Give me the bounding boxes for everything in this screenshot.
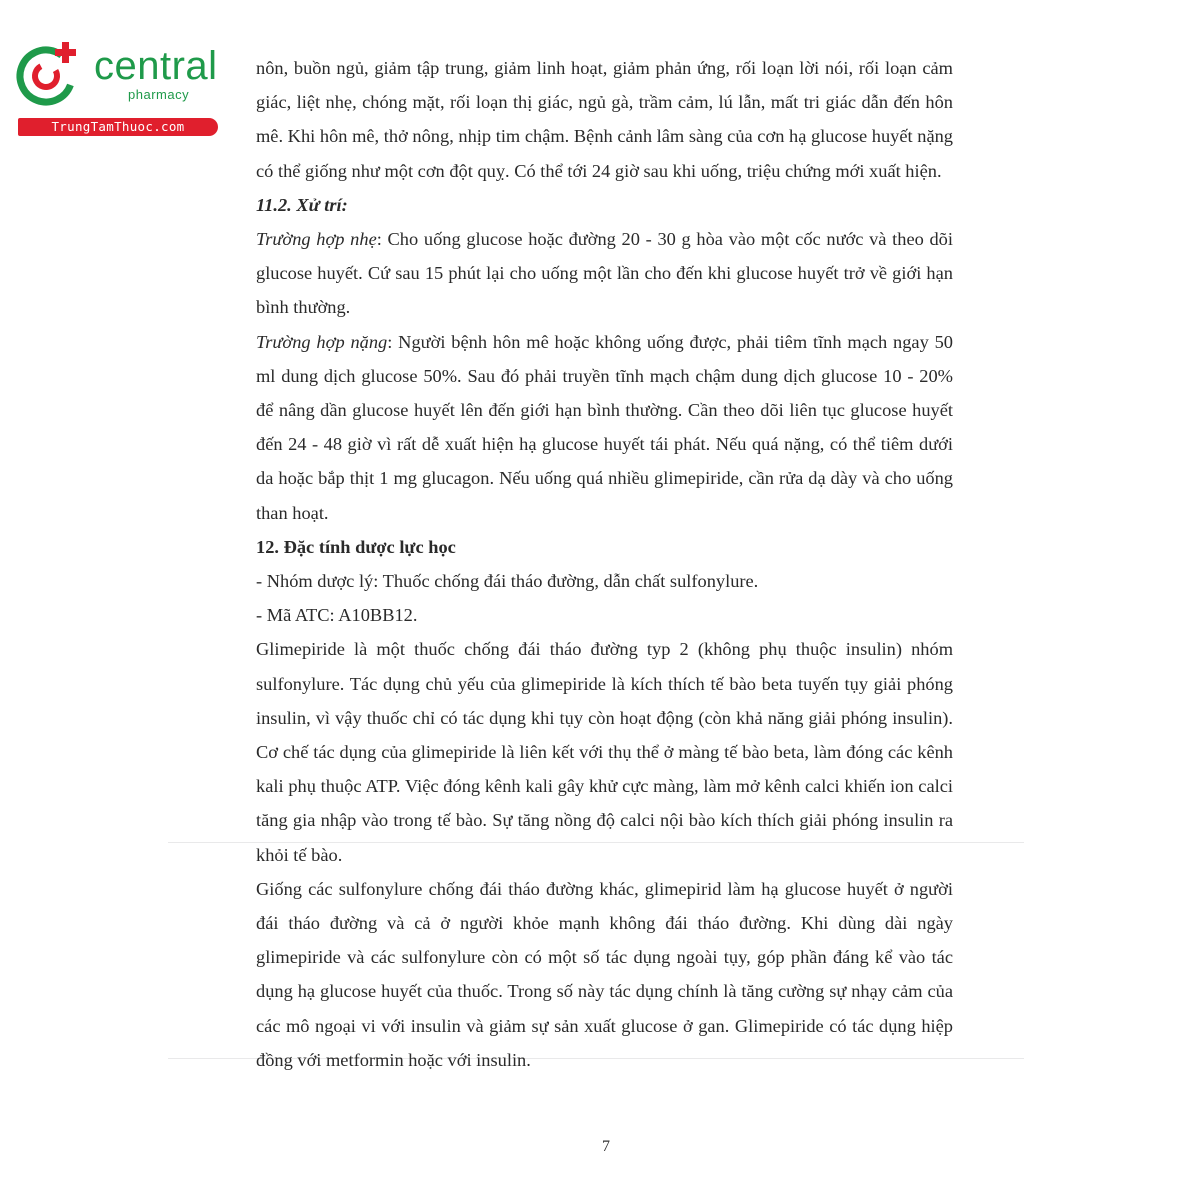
mild-case-label: Trường hợp nhẹ	[256, 229, 377, 250]
severe-case-text: : Người bệnh hôn mê hoặc không uống được, phải tiêm tĩnh mạch ngay 50 ml dung dịch glucose 50%. Sau đó phải truyền tĩnh mạch chậm dung dịch glucose 10 - 20% để nâng dần glucose huyết lên đến giới hạn bình thường. Cần theo dõi liên tục glucose huyết đến 24 - 48 giờ vì rất dễ xuất hiện hạ glucose huyết tái phát. Nếu quá nặng, có thể tiêm dưới da hoặc bắp thịt 1 mg glucagon. Nếu uống quá nhiều glimepiride, cần rửa dạ dày và cho uống than hoạt.	[256, 331, 953, 523]
effects-paragraph: Giống các sulfonylure chống đái tháo đường khác, glimepirid làm hạ glucose huyết ở người đái tháo đường và cả ở người khỏe mạnh không đái tháo đường. Khi dùng dài ngày glimepiride và các sulfonylure còn có một số tác dụng ngoài tụy, góp phần đáng kể vào tác dụng hạ glucose huyết của thuốc. Trong số này tác dụng chính là tăng cường sự nhạy cảm của các mô ngoại vi với insulin và giảm sự sản xuất glucose ở gan. Glimepiride có tác dụng hiệp đồng với metformin hoặc với insulin.	[256, 878, 953, 1070]
severe-case-label: Trường hợp nặng	[256, 331, 388, 352]
document-body	[256, 51, 953, 1077]
atc-code-line: - Mã ATC: A10BB12.	[256, 605, 418, 626]
page-number: 7	[602, 1138, 610, 1155]
mild-case-text: : Cho uống glucose hoặc đường 20 - 30 g hòa vào một cốc nước và theo dõi glucose huyết. Cứ sau 15 phút lại cho uống một lần cho đến khi glucose huyết trở về giới hạn bình thường.	[256, 229, 953, 318]
overdose-symptoms-paragraph: nôn, buồn ngủ, giảm tập trung, giảm linh hoạt, giảm phản ứng, rối loạn lời nói, rối loạn cảm giác, liệt nhẹ, chóng mặt, rối loạn thị giác, ngủ gà, trầm cảm, lú lẫn, mất tri giác dẫn đến hôn mê. Khi hôn mê, thở nông, nhịp tim chậm. Bệnh cảnh lâm sàng của cơn hạ glucose huyết nặng có thể giống như một cơn đột quỵ. Có thể tới 24 giờ sau khi uống, triệu chứng mới xuất hiện.	[256, 58, 953, 181]
mild-case-paragraph	[256, 222, 953, 325]
section-12-heading: 12. Đặc tính dược lực học	[256, 536, 456, 557]
mechanism-paragraph: Glimepiride là một thuốc chống đái tháo đường typ 2 (không phụ thuộc insulin) nhóm sulfonylure. Tác dụng chủ yếu của glimepiride là kích thích tế bào beta tuyến tụy giải phóng insulin, vì vậy thuốc chỉ có tác dụng khi tụy còn hoạt động (còn khả năng giải phóng insulin). Cơ chế tác dụng của glimepiride là liên kết với thụ thể ở màng tế bào beta, làm đóng các kênh kali phụ thuộc ATP. Việc đóng kênh kali gây khử cực màng, làm mở kênh calci khiến ion calci tăng gia nhập vào trong tế bào. Sự tăng nồng độ calci nội bào kích thích giải phóng insulin ra khỏi tế bào.	[256, 639, 953, 865]
central-pharmacy-logo[interactable]	[8, 36, 223, 136]
section-11-2-heading: 11.2. Xử trí:	[256, 194, 348, 215]
pharmacy-cross-logo-icon	[12, 38, 84, 110]
severe-case-paragraph	[256, 325, 953, 530]
logo-brand-text: central	[94, 44, 218, 88]
drug-group-line: - Nhóm dược lý: Thuốc chống đái tháo đường, dẫn chất sulfonylure.	[256, 571, 759, 592]
logo-url-badge[interactable]: TrungTamThuoc.com	[18, 118, 218, 136]
logo-sub-text: pharmacy	[128, 87, 190, 102]
